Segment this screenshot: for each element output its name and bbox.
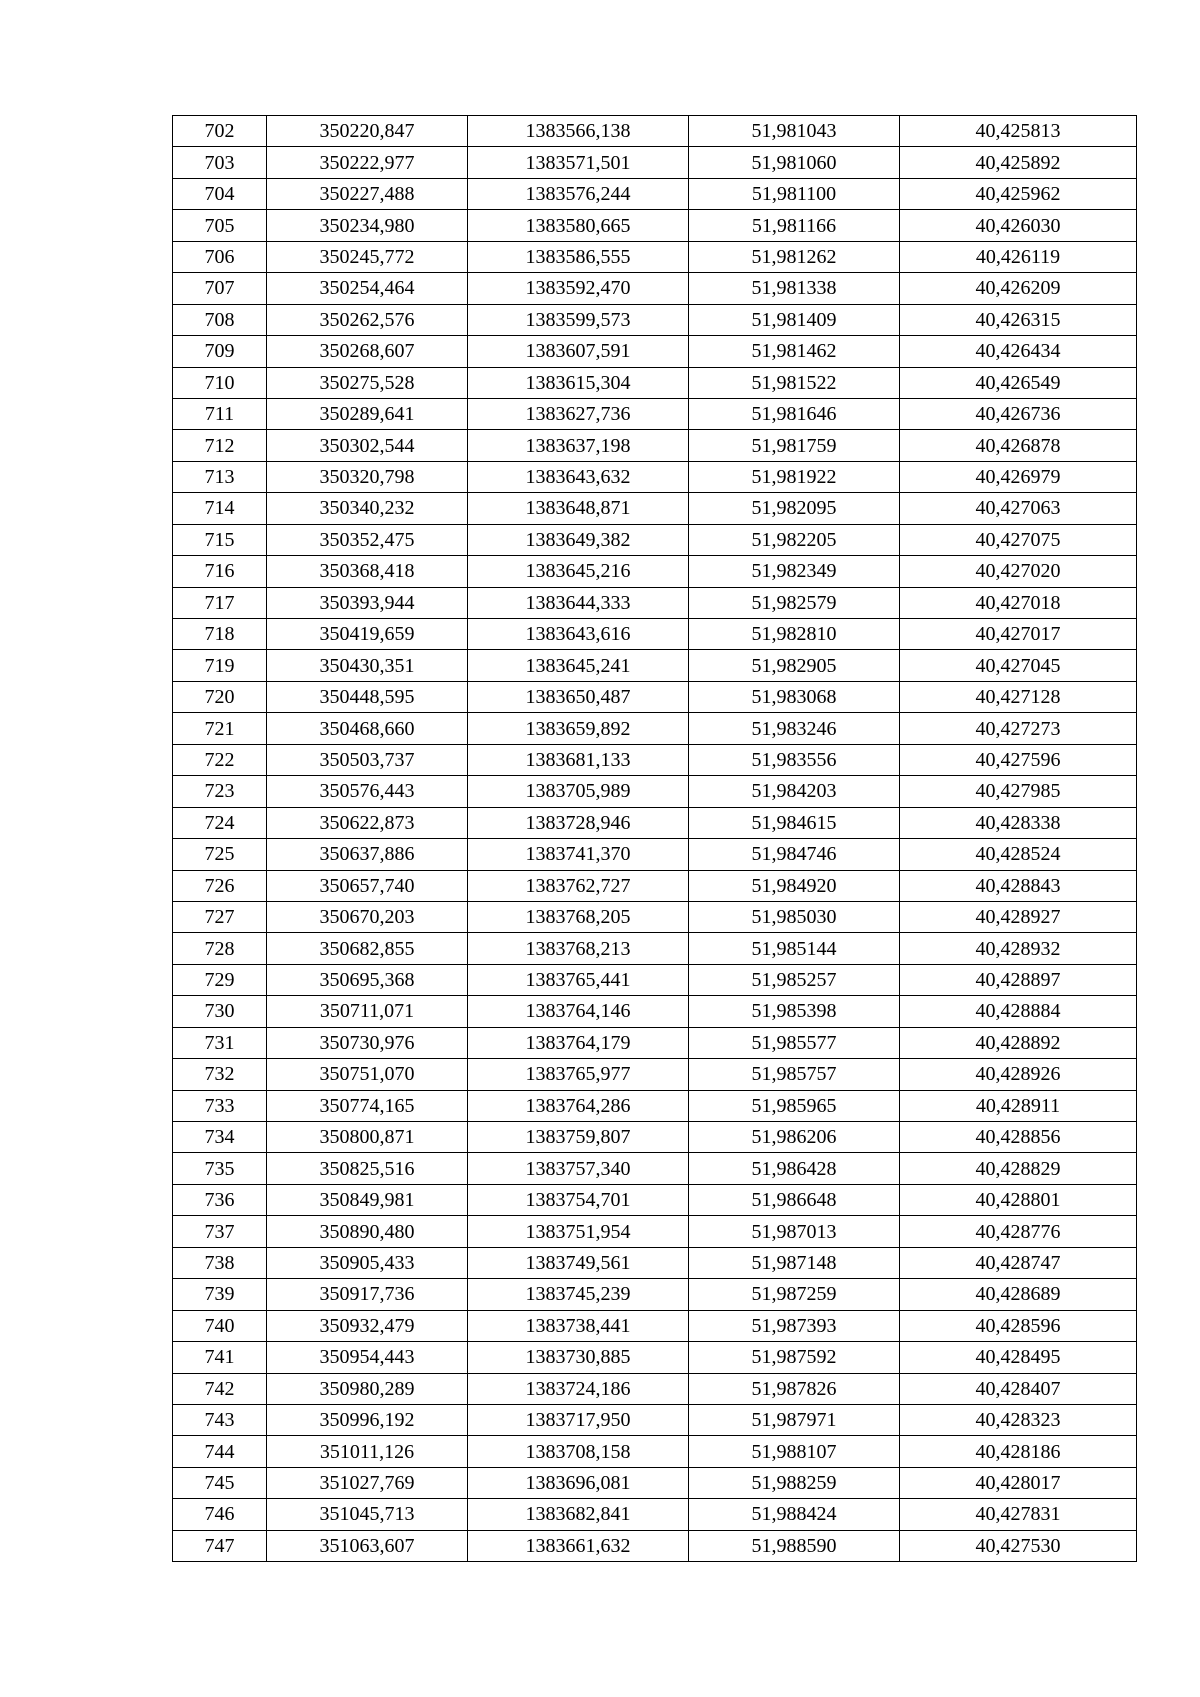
- x-coordinate-cell: 350980,289: [267, 1373, 468, 1404]
- x-coordinate-cell: 350222,977: [267, 147, 468, 178]
- y-coordinate-cell: 1383764,286: [468, 1090, 689, 1121]
- point-number-cell: 737: [173, 1216, 267, 1247]
- y-coordinate-cell: 1383566,138: [468, 116, 689, 147]
- latitude-cell: 51,985757: [689, 1059, 900, 1090]
- latitude-cell: 51,981759: [689, 430, 900, 461]
- latitude-cell: 51,985398: [689, 996, 900, 1027]
- x-coordinate-cell: 350905,433: [267, 1247, 468, 1278]
- longitude-cell: 40,428323: [900, 1404, 1137, 1435]
- longitude-cell: 40,426549: [900, 367, 1137, 398]
- x-coordinate-cell: 350352,475: [267, 524, 468, 555]
- x-coordinate-cell: 350711,071: [267, 996, 468, 1027]
- y-coordinate-cell: 1383576,244: [468, 178, 689, 209]
- table-row: [173, 1279, 1137, 1310]
- latitude-cell: 51,984920: [689, 870, 900, 901]
- latitude-cell: 51,981043: [689, 116, 900, 147]
- point-number-cell: 747: [173, 1530, 267, 1561]
- x-coordinate-cell: 350774,165: [267, 1090, 468, 1121]
- y-coordinate-cell: 1383607,591: [468, 336, 689, 367]
- latitude-cell: 51,981409: [689, 304, 900, 335]
- table-row: [173, 398, 1137, 429]
- table-row: [173, 1184, 1137, 1215]
- x-coordinate-cell: 350262,576: [267, 304, 468, 335]
- y-coordinate-cell: 1383615,304: [468, 367, 689, 398]
- y-coordinate-cell: 1383586,555: [468, 241, 689, 272]
- table-row: [173, 273, 1137, 304]
- latitude-cell: 51,987013: [689, 1216, 900, 1247]
- point-number-cell: 715: [173, 524, 267, 555]
- x-coordinate-cell: 350730,976: [267, 1027, 468, 1058]
- x-coordinate-cell: 350254,464: [267, 273, 468, 304]
- y-coordinate-cell: 1383717,950: [468, 1404, 689, 1435]
- point-number-cell: 726: [173, 870, 267, 901]
- table-row: [173, 116, 1137, 147]
- y-coordinate-cell: 1383571,501: [468, 147, 689, 178]
- y-coordinate-cell: 1383764,179: [468, 1027, 689, 1058]
- longitude-cell: 40,428747: [900, 1247, 1137, 1278]
- y-coordinate-cell: 1383765,977: [468, 1059, 689, 1090]
- x-coordinate-cell: 350234,980: [267, 210, 468, 241]
- point-number-cell: 730: [173, 996, 267, 1027]
- latitude-cell: 51,986428: [689, 1153, 900, 1184]
- latitude-cell: 51,981462: [689, 336, 900, 367]
- point-number-cell: 722: [173, 744, 267, 775]
- longitude-cell: 40,427273: [900, 713, 1137, 744]
- y-coordinate-cell: 1383580,665: [468, 210, 689, 241]
- table-row: [173, 493, 1137, 524]
- latitude-cell: 51,982810: [689, 619, 900, 650]
- latitude-cell: 51,981262: [689, 241, 900, 272]
- longitude-cell: 40,428927: [900, 901, 1137, 932]
- y-coordinate-cell: 1383649,382: [468, 524, 689, 555]
- point-number-cell: 717: [173, 587, 267, 618]
- x-coordinate-cell: 350503,737: [267, 744, 468, 775]
- y-coordinate-cell: 1383650,487: [468, 681, 689, 712]
- latitude-cell: 51,983246: [689, 713, 900, 744]
- longitude-cell: 40,425813: [900, 116, 1137, 147]
- x-coordinate-cell: 350430,351: [267, 650, 468, 681]
- longitude-cell: 40,427831: [900, 1499, 1137, 1530]
- table-row: [173, 461, 1137, 492]
- table-row: [173, 901, 1137, 932]
- longitude-cell: 40,428689: [900, 1279, 1137, 1310]
- latitude-cell: 51,986206: [689, 1122, 900, 1153]
- x-coordinate-cell: 350576,443: [267, 776, 468, 807]
- table-row: [173, 336, 1137, 367]
- table-row: [173, 1310, 1137, 1341]
- y-coordinate-cell: 1383599,573: [468, 304, 689, 335]
- table-row: [173, 1122, 1137, 1153]
- point-number-cell: 718: [173, 619, 267, 650]
- y-coordinate-cell: 1383724,186: [468, 1373, 689, 1404]
- y-coordinate-cell: 1383759,807: [468, 1122, 689, 1153]
- table-row: [173, 1027, 1137, 1058]
- y-coordinate-cell: 1383645,241: [468, 650, 689, 681]
- table-row: [173, 1090, 1137, 1121]
- table-row: [173, 681, 1137, 712]
- table-row: [173, 1059, 1137, 1090]
- y-coordinate-cell: 1383762,727: [468, 870, 689, 901]
- latitude-cell: 51,988107: [689, 1436, 900, 1467]
- point-number-cell: 727: [173, 901, 267, 932]
- latitude-cell: 51,984203: [689, 776, 900, 807]
- x-coordinate-cell: 350695,368: [267, 964, 468, 995]
- y-coordinate-cell: 1383751,954: [468, 1216, 689, 1247]
- point-number-cell: 716: [173, 556, 267, 587]
- point-number-cell: 731: [173, 1027, 267, 1058]
- latitude-cell: 51,982905: [689, 650, 900, 681]
- table-row: [173, 524, 1137, 555]
- point-number-cell: 746: [173, 1499, 267, 1530]
- y-coordinate-cell: 1383749,561: [468, 1247, 689, 1278]
- x-coordinate-cell: 350275,528: [267, 367, 468, 398]
- longitude-cell: 40,425892: [900, 147, 1137, 178]
- point-number-cell: 724: [173, 807, 267, 838]
- table-row: [173, 839, 1137, 870]
- point-number-cell: 735: [173, 1153, 267, 1184]
- y-coordinate-cell: 1383643,632: [468, 461, 689, 492]
- point-number-cell: 742: [173, 1373, 267, 1404]
- latitude-cell: 51,981060: [689, 147, 900, 178]
- point-number-cell: 713: [173, 461, 267, 492]
- point-number-cell: 725: [173, 839, 267, 870]
- table-row: [173, 1247, 1137, 1278]
- point-number-cell: 719: [173, 650, 267, 681]
- point-number-cell: 733: [173, 1090, 267, 1121]
- coordinates-table-body: [173, 116, 1137, 1562]
- table-row: [173, 619, 1137, 650]
- x-coordinate-cell: 350220,847: [267, 116, 468, 147]
- point-number-cell: 745: [173, 1467, 267, 1498]
- latitude-cell: 51,981338: [689, 273, 900, 304]
- x-coordinate-cell: 350751,070: [267, 1059, 468, 1090]
- point-number-cell: 703: [173, 147, 267, 178]
- latitude-cell: 51,981522: [689, 367, 900, 398]
- x-coordinate-cell: 350954,443: [267, 1342, 468, 1373]
- y-coordinate-cell: 1383764,146: [468, 996, 689, 1027]
- table-row: [173, 776, 1137, 807]
- latitude-cell: 51,983556: [689, 744, 900, 775]
- coordinates-table: [172, 115, 1137, 1562]
- longitude-cell: 40,427063: [900, 493, 1137, 524]
- table-row: [173, 147, 1137, 178]
- point-number-cell: 744: [173, 1436, 267, 1467]
- y-coordinate-cell: 1383768,205: [468, 901, 689, 932]
- latitude-cell: 51,987259: [689, 1279, 900, 1310]
- point-number-cell: 720: [173, 681, 267, 712]
- longitude-cell: 40,428407: [900, 1373, 1137, 1404]
- point-number-cell: 705: [173, 210, 267, 241]
- latitude-cell: 51,985257: [689, 964, 900, 995]
- point-number-cell: 728: [173, 933, 267, 964]
- x-coordinate-cell: 350245,772: [267, 241, 468, 272]
- longitude-cell: 40,425962: [900, 178, 1137, 209]
- y-coordinate-cell: 1383745,239: [468, 1279, 689, 1310]
- point-number-cell: 729: [173, 964, 267, 995]
- table-row: [173, 1436, 1137, 1467]
- y-coordinate-cell: 1383681,133: [468, 744, 689, 775]
- y-coordinate-cell: 1383730,885: [468, 1342, 689, 1373]
- longitude-cell: 40,426315: [900, 304, 1137, 335]
- table-row: [173, 178, 1137, 209]
- point-number-cell: 734: [173, 1122, 267, 1153]
- y-coordinate-cell: 1383754,701: [468, 1184, 689, 1215]
- x-coordinate-cell: 350670,203: [267, 901, 468, 932]
- table-row: [173, 210, 1137, 241]
- y-coordinate-cell: 1383592,470: [468, 273, 689, 304]
- x-coordinate-cell: 350393,944: [267, 587, 468, 618]
- latitude-cell: 51,984615: [689, 807, 900, 838]
- x-coordinate-cell: 350340,232: [267, 493, 468, 524]
- y-coordinate-cell: 1383768,213: [468, 933, 689, 964]
- latitude-cell: 51,983068: [689, 681, 900, 712]
- latitude-cell: 51,986648: [689, 1184, 900, 1215]
- longitude-cell: 40,427128: [900, 681, 1137, 712]
- y-coordinate-cell: 1383708,158: [468, 1436, 689, 1467]
- point-number-cell: 706: [173, 241, 267, 272]
- table-row: [173, 964, 1137, 995]
- table-row: [173, 1404, 1137, 1435]
- y-coordinate-cell: 1383643,616: [468, 619, 689, 650]
- longitude-cell: 40,428186: [900, 1436, 1137, 1467]
- latitude-cell: 51,987393: [689, 1310, 900, 1341]
- longitude-cell: 40,428495: [900, 1342, 1137, 1373]
- x-coordinate-cell: 350637,886: [267, 839, 468, 870]
- table-row: [173, 587, 1137, 618]
- y-coordinate-cell: 1383637,198: [468, 430, 689, 461]
- x-coordinate-cell: 350849,981: [267, 1184, 468, 1215]
- latitude-cell: 51,987826: [689, 1373, 900, 1404]
- point-number-cell: 736: [173, 1184, 267, 1215]
- latitude-cell: 51,985144: [689, 933, 900, 964]
- latitude-cell: 51,981166: [689, 210, 900, 241]
- x-coordinate-cell: 351027,769: [267, 1467, 468, 1498]
- point-number-cell: 732: [173, 1059, 267, 1090]
- point-number-cell: 707: [173, 273, 267, 304]
- point-number-cell: 711: [173, 398, 267, 429]
- latitude-cell: 51,985030: [689, 901, 900, 932]
- latitude-cell: 51,988259: [689, 1467, 900, 1498]
- x-coordinate-cell: 350419,659: [267, 619, 468, 650]
- x-coordinate-cell: 350932,479: [267, 1310, 468, 1341]
- point-number-cell: 709: [173, 336, 267, 367]
- table-row: [173, 1153, 1137, 1184]
- table-row: [173, 744, 1137, 775]
- x-coordinate-cell: 350917,736: [267, 1279, 468, 1310]
- longitude-cell: 40,428801: [900, 1184, 1137, 1215]
- table-row: [173, 1530, 1137, 1561]
- point-number-cell: 712: [173, 430, 267, 461]
- point-number-cell: 739: [173, 1279, 267, 1310]
- latitude-cell: 51,985577: [689, 1027, 900, 1058]
- x-coordinate-cell: 350302,544: [267, 430, 468, 461]
- table-row: [173, 870, 1137, 901]
- x-coordinate-cell: 350448,595: [267, 681, 468, 712]
- longitude-cell: 40,427596: [900, 744, 1137, 775]
- y-coordinate-cell: 1383705,989: [468, 776, 689, 807]
- table-row: [173, 807, 1137, 838]
- y-coordinate-cell: 1383648,871: [468, 493, 689, 524]
- table-row: [173, 1499, 1137, 1530]
- longitude-cell: 40,427530: [900, 1530, 1137, 1561]
- latitude-cell: 51,988590: [689, 1530, 900, 1561]
- table-row: [173, 933, 1137, 964]
- y-coordinate-cell: 1383728,946: [468, 807, 689, 838]
- point-number-cell: 710: [173, 367, 267, 398]
- table-row: [173, 241, 1137, 272]
- table-row: [173, 556, 1137, 587]
- longitude-cell: 40,426736: [900, 398, 1137, 429]
- longitude-cell: 40,428897: [900, 964, 1137, 995]
- y-coordinate-cell: 1383645,216: [468, 556, 689, 587]
- x-coordinate-cell: 350657,740: [267, 870, 468, 901]
- point-number-cell: 704: [173, 178, 267, 209]
- longitude-cell: 40,428338: [900, 807, 1137, 838]
- longitude-cell: 40,428884: [900, 996, 1137, 1027]
- x-coordinate-cell: 350368,418: [267, 556, 468, 587]
- table-row: [173, 430, 1137, 461]
- y-coordinate-cell: 1383696,081: [468, 1467, 689, 1498]
- point-number-cell: 743: [173, 1404, 267, 1435]
- longitude-cell: 40,428829: [900, 1153, 1137, 1184]
- x-coordinate-cell: 350289,641: [267, 398, 468, 429]
- longitude-cell: 40,427075: [900, 524, 1137, 555]
- table-row: [173, 713, 1137, 744]
- y-coordinate-cell: 1383765,441: [468, 964, 689, 995]
- longitude-cell: 40,427018: [900, 587, 1137, 618]
- y-coordinate-cell: 1383644,333: [468, 587, 689, 618]
- y-coordinate-cell: 1383738,441: [468, 1310, 689, 1341]
- table-row: [173, 650, 1137, 681]
- latitude-cell: 51,987592: [689, 1342, 900, 1373]
- y-coordinate-cell: 1383661,632: [468, 1530, 689, 1561]
- x-coordinate-cell: 350682,855: [267, 933, 468, 964]
- table-row: [173, 1342, 1137, 1373]
- point-number-cell: 738: [173, 1247, 267, 1278]
- table-row: [173, 304, 1137, 335]
- point-number-cell: 702: [173, 116, 267, 147]
- table-row: [173, 367, 1137, 398]
- longitude-cell: 40,426030: [900, 210, 1137, 241]
- longitude-cell: 40,426979: [900, 461, 1137, 492]
- table-row: [173, 996, 1137, 1027]
- longitude-cell: 40,428776: [900, 1216, 1137, 1247]
- latitude-cell: 51,982579: [689, 587, 900, 618]
- point-number-cell: 723: [173, 776, 267, 807]
- longitude-cell: 40,428596: [900, 1310, 1137, 1341]
- latitude-cell: 51,981922: [689, 461, 900, 492]
- table-row: [173, 1216, 1137, 1247]
- longitude-cell: 40,428017: [900, 1467, 1137, 1498]
- y-coordinate-cell: 1383682,841: [468, 1499, 689, 1530]
- x-coordinate-cell: 350268,607: [267, 336, 468, 367]
- point-number-cell: 714: [173, 493, 267, 524]
- x-coordinate-cell: 350890,480: [267, 1216, 468, 1247]
- point-number-cell: 740: [173, 1310, 267, 1341]
- longitude-cell: 40,427017: [900, 619, 1137, 650]
- y-coordinate-cell: 1383741,370: [468, 839, 689, 870]
- x-coordinate-cell: 350227,488: [267, 178, 468, 209]
- x-coordinate-cell: 351045,713: [267, 1499, 468, 1530]
- x-coordinate-cell: 350825,516: [267, 1153, 468, 1184]
- latitude-cell: 51,988424: [689, 1499, 900, 1530]
- table-row: [173, 1467, 1137, 1498]
- longitude-cell: 40,428856: [900, 1122, 1137, 1153]
- latitude-cell: 51,981646: [689, 398, 900, 429]
- x-coordinate-cell: 350996,192: [267, 1404, 468, 1435]
- longitude-cell: 40,426434: [900, 336, 1137, 367]
- longitude-cell: 40,427045: [900, 650, 1137, 681]
- latitude-cell: 51,987971: [689, 1404, 900, 1435]
- latitude-cell: 51,982095: [689, 493, 900, 524]
- x-coordinate-cell: 350468,660: [267, 713, 468, 744]
- x-coordinate-cell: 350622,873: [267, 807, 468, 838]
- longitude-cell: 40,427020: [900, 556, 1137, 587]
- longitude-cell: 40,428843: [900, 870, 1137, 901]
- longitude-cell: 40,428524: [900, 839, 1137, 870]
- longitude-cell: 40,428911: [900, 1090, 1137, 1121]
- longitude-cell: 40,426209: [900, 273, 1137, 304]
- longitude-cell: 40,428892: [900, 1027, 1137, 1058]
- y-coordinate-cell: 1383757,340: [468, 1153, 689, 1184]
- latitude-cell: 51,981100: [689, 178, 900, 209]
- point-number-cell: 708: [173, 304, 267, 335]
- latitude-cell: 51,982205: [689, 524, 900, 555]
- longitude-cell: 40,428926: [900, 1059, 1137, 1090]
- y-coordinate-cell: 1383627,736: [468, 398, 689, 429]
- x-coordinate-cell: 351063,607: [267, 1530, 468, 1561]
- longitude-cell: 40,426119: [900, 241, 1137, 272]
- point-number-cell: 741: [173, 1342, 267, 1373]
- x-coordinate-cell: 351011,126: [267, 1436, 468, 1467]
- longitude-cell: 40,426878: [900, 430, 1137, 461]
- latitude-cell: 51,982349: [689, 556, 900, 587]
- longitude-cell: 40,428932: [900, 933, 1137, 964]
- latitude-cell: 51,984746: [689, 839, 900, 870]
- latitude-cell: 51,987148: [689, 1247, 900, 1278]
- point-number-cell: 721: [173, 713, 267, 744]
- longitude-cell: 40,427985: [900, 776, 1137, 807]
- x-coordinate-cell: 350320,798: [267, 461, 468, 492]
- table-row: [173, 1373, 1137, 1404]
- y-coordinate-cell: 1383659,892: [468, 713, 689, 744]
- latitude-cell: 51,985965: [689, 1090, 900, 1121]
- x-coordinate-cell: 350800,871: [267, 1122, 468, 1153]
